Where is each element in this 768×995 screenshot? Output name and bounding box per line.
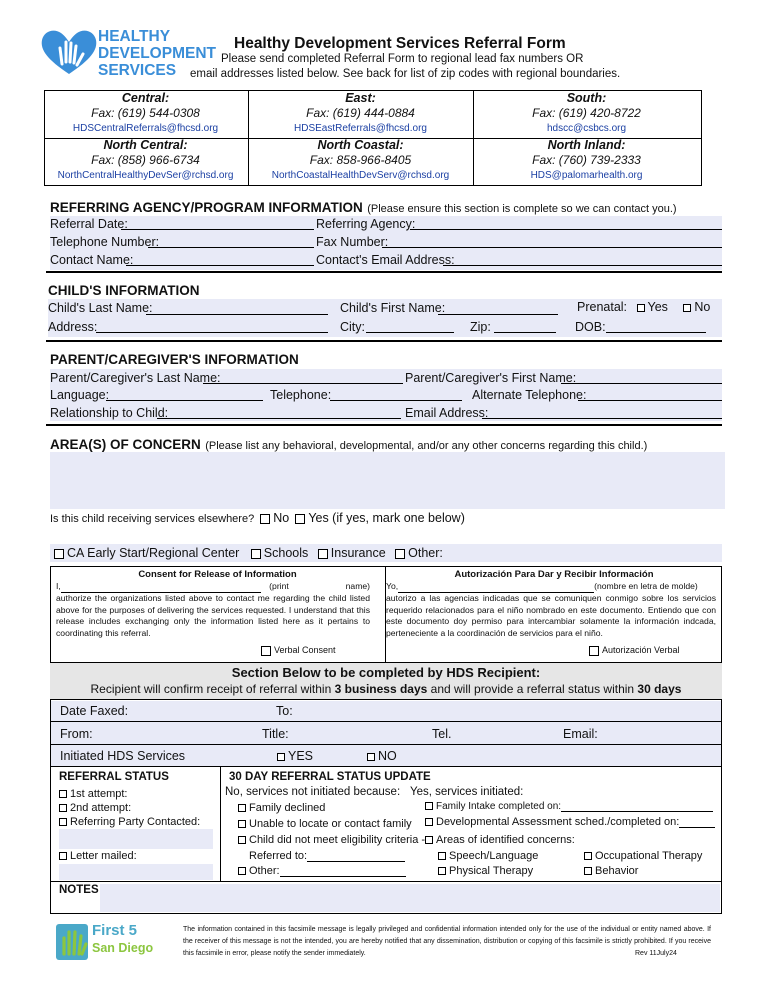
verbal-consent: Verbal Consent [261,645,336,656]
consent-es-line1: Yo, (nombre en letra de molde) [386,581,698,591]
contact-name-field[interactable] [126,254,314,266]
section-divider [46,271,722,273]
reasons-list [238,800,425,848]
initiated-yes: YES [277,749,313,763]
relationship-label: Relationship to Child: [50,406,169,420]
child-zip-field[interactable] [494,321,556,333]
speech-checkbox[interactable] [438,852,446,860]
reason-checkbox[interactable] [238,804,246,812]
occupational-option: Occupational Therapy [584,850,702,862]
first5-logo-text-2: San Diego [92,941,154,955]
child-heading: CHILD'S INFORMATION [48,283,200,298]
other-reason-field[interactable] [280,865,406,877]
notes-field[interactable] [100,884,720,912]
other-reason-checkbox[interactable] [238,867,246,875]
region-email[interactable]: HDSCentralReferrals@fhcsd.org [72,123,219,134]
referring-agency-field[interactable] [410,218,722,230]
child-address-label: Address: [48,320,98,334]
title-label: Title: [262,727,289,741]
prenatal-yes-checkbox[interactable] [637,304,645,312]
parent-first-name-label: Parent/Caregiver's First Name: [405,371,577,385]
referral-date-field[interactable] [121,218,314,230]
notes-divider [51,881,721,882]
hand-heart-icon [40,28,98,78]
parent-email-field[interactable] [482,407,722,419]
behavior-option: Behavior [584,865,638,877]
first5-logo-text-1: First 5 [92,922,138,939]
referred-to-field[interactable] [307,850,405,862]
child-last-name-field[interactable] [146,303,328,315]
region-east [248,91,473,136]
initiated-no: NO [367,749,397,763]
parent-last-name-field[interactable] [203,372,403,384]
region-fax: Fax: (858) 966-6734 [91,153,200,167]
referral-status-list [59,787,200,829]
status-item-2: 2nd attempt: [59,801,200,815]
language-label: Language: [50,388,110,402]
parent-first-name-field[interactable] [561,372,722,384]
assessment-field[interactable] [679,816,715,828]
region-email[interactable]: NorthCentralHealthyDevSer@rchsd.org [57,170,234,181]
elsewhere-question: Is this child receiving services elsewhere? [50,513,255,525]
header-subtitle-2: email addresses listed below. See back for list of zip codes with regional boundaries. [190,68,621,80]
yes-services-label: Yes, services initiated: [410,786,524,798]
revision: Rev 11July24 [635,950,677,957]
verbal-authorization: Autorización Verbal [589,645,680,656]
consent-en-line1: I, (print name) [56,581,370,591]
region-name: North Coastal: [317,138,404,152]
logo-line-1: HEALTHY [98,28,171,45]
fax-number-label: Fax Number: [316,235,389,249]
region-email[interactable]: HDS@palomarhealth.org [530,170,643,181]
areas-row: Areas of identified concerns: [425,834,575,846]
region-fax: Fax: (619) 544-0308 [91,106,200,120]
header-subtitle-1: Please send completed Referral Form to regional lead fax numbers OR [221,53,584,65]
verbal-authorization-checkbox[interactable] [589,646,599,656]
referral-status-heading: REFERRAL STATUS [59,771,169,783]
occupational-checkbox[interactable] [584,852,592,860]
schools-label: Schools [263,546,309,560]
assessment-checkbox[interactable] [425,818,433,826]
region-fax: Fax: 858-966-8405 [309,153,412,167]
reason-unable: Unable to locate or contact family [238,816,425,832]
schools-checkbox[interactable] [251,549,261,559]
agency-heading: REFERRING AGENCY/PROGRAM INFORMATION (Please ensure this section is complete so we can contact you.) [50,200,677,215]
telephone-label: Telephone Number: [50,235,160,249]
notes-label: NOTES [59,884,99,896]
page-title: Healthy Development Services Referral Form [234,35,566,52]
hds-email-label: Email: [563,727,598,741]
region-email[interactable]: hdscc@csbcs.org [546,123,627,134]
region-fax: Fax: (619) 444-0884 [306,106,415,120]
child-first-name-field[interactable] [438,303,558,315]
intake-row: Family Intake completed on: [425,800,713,812]
section-divider [46,340,722,342]
consent-en-body: authorize the organizations listed above to contact me regarding the child listed above for the purposes of delivering the services requested. I understand that this release includes exchanging only the information listed here as it pertains to coordinating this referral. [56,593,370,638]
speech-option: Speech/Language [438,850,538,862]
region-north-central [44,138,247,183]
child-dob-field[interactable] [606,321,706,333]
tel-label: Tel. [432,727,452,741]
other-service-checkbox[interactable] [395,549,405,559]
child-zip-label: Zip: [470,320,491,334]
region-name: South: [566,91,607,105]
consent-es-title: Autorización Para Dar y Recibir Información [454,569,654,580]
letter-mailed-checkbox[interactable] [59,852,67,860]
insurance-label: Insurance [330,546,386,560]
intake-field[interactable] [561,800,713,812]
consent-es-name-field[interactable] [398,583,594,593]
verbal-consent-checkbox[interactable] [261,646,271,656]
initiated-label: Initiated HDS Services [60,749,186,763]
child-address-field[interactable] [96,321,328,333]
concern-heading: AREA(S) OF CONCERN (Please list any behavioral, developmental, and/or any other concerns regarding this child.) [50,437,648,452]
region-north-coastal [248,138,473,183]
concern-note: (Please list any behavioral, developmental, and/or any other concerns regarding this child.) [205,440,648,452]
elsewhere-no-checkbox[interactable] [260,514,270,524]
status-checkbox[interactable] [59,804,67,812]
elsewhere-no-label: No [273,511,290,525]
child-city-field[interactable] [366,321,454,333]
child-city-label: City: [340,320,365,334]
region-email[interactable]: NorthCoastalHealthDevServ@rchsd.org [271,170,450,181]
status-item-1: 1st attempt: [59,787,200,801]
parent-telephone-field[interactable] [330,389,462,401]
parent-email-label: Email Address: [405,406,489,420]
first5-logo [56,922,166,962]
referring-agency-label: Referring Agency: [316,217,416,231]
no-services-label: No, services not initiated because: [225,786,401,798]
physical-option: Physical Therapy [438,865,533,877]
contact-name-label: Contact Name: [50,253,134,267]
referred-to: Referred to: [249,850,405,862]
section-divider [46,424,722,426]
status-update-heading: 30 DAY REFERRAL STATUS UPDATE [229,771,431,783]
region-fax: Fax: (619) 420-8722 [532,106,641,120]
contact-email-field[interactable] [443,254,722,266]
behavior-checkbox[interactable] [584,867,592,875]
insurance-checkbox[interactable] [318,549,328,559]
first5-hand-icon [56,924,88,960]
early-start-label: CA Early Start/Regional Center [67,546,240,560]
consent-es-body: autorizo a las agencias indicadas que se comuniquen conmigo sobre los servicios requerido relacionados para el niño nombrado en este documento. Entiendo que con este documento doy permiso para intercambiar solamente la información indcada, perteneciente a la coordinación de servicios para el niño. [386,593,716,638]
fax-number-field[interactable] [382,236,722,248]
from-label: From: [60,727,93,741]
language-field[interactable] [106,389,263,401]
prenatal-no-checkbox[interactable] [683,304,691,312]
letter-mailed: Letter mailed: [59,850,137,862]
reason-eligibility: Child did not meet eligibility criteria - [238,832,425,848]
contact-email-label: Contact's Email Address: [316,253,455,267]
status-fill[interactable] [59,829,213,849]
consent-en-title: Consent for Release of Information [138,569,297,580]
prenatal-group [577,300,710,314]
region-fax: Fax: (760) 739-2333 [532,153,641,167]
status-item-3: Referring Party Contacted: [59,815,200,829]
parent-last-name-label: Parent/Caregiver's Last Name: [50,371,221,385]
referral-date-label: Referral Date: [50,217,128,231]
prenatal-no-label: No [694,300,711,314]
status-checkbox[interactable] [59,818,67,826]
region-email[interactable]: HDSEastReferrals@fhcsd.org [294,123,427,134]
alt-telephone-field[interactable] [578,389,722,401]
parent-heading: PARENT/CAREGIVER'S INFORMATION [50,352,299,367]
concern-textarea[interactable] [50,452,725,509]
disclaimer: The information contained in this facsimile message is legally privileged and confidential information intended only for the use of the individual or entity named above. If the receiver of this message is not the intended, you are hereby notified that any dissemination, distribution or copying of this facsimile is strictly prohibited. If you receive this facsimile in error, please notify the sender immediately. [183,926,711,957]
region-central [44,91,247,136]
row-divider [51,721,721,722]
child-last-name-label: Child's Last Name: [48,301,153,315]
parent-telephone-label: Telephone: [270,388,332,402]
reason-checkbox[interactable] [238,836,246,844]
letter-fill[interactable] [59,864,213,880]
status-divider [220,767,221,882]
initiated-yes-checkbox[interactable] [277,753,285,761]
child-dob-label: DOB: [575,320,606,334]
logo-line-2: DEVELOPMENT [98,45,216,62]
consent-en-name-field[interactable] [61,583,261,593]
elsewhere-yes-checkbox[interactable] [295,514,305,524]
relationship-field[interactable] [157,407,401,419]
telephone-field[interactable] [148,236,314,248]
hds-section-subtitle: Recipient will confirm receipt of referral within 3 business days and will provide a referral status within 30 days [90,682,682,696]
hds-section-title: Section Below to be completed by HDS Recipient: [231,665,541,680]
logo-line-3: SERVICES [98,62,177,79]
intake-checkbox[interactable] [425,802,433,810]
areas-checkbox[interactable] [425,836,433,844]
date-faxed-label: Date Faxed: [60,704,129,718]
agency-note: (Please ensure this section is complete so we can contact you.) [367,203,677,215]
reason-declined: Family declined [238,800,425,816]
region-name: East: [345,91,376,105]
row-divider [51,766,721,767]
child-first-name-label: Child's First Name: [340,301,446,315]
elsewhere-row [50,511,465,525]
services-options [54,546,443,560]
prenatal-label: Prenatal: [577,300,628,314]
other-service-label: Other: [408,546,443,560]
assessment-row: Developmental Assessment sched./completed on: [425,816,715,828]
region-name: North Central: [103,138,188,152]
hds-logo [40,28,216,84]
alt-telephone-label: Alternate Telephone: [472,388,587,402]
reason-checkbox[interactable] [238,820,246,828]
prenatal-yes-label: Yes [647,300,668,314]
status-checkbox[interactable] [59,790,67,798]
other-reason: Other: [238,865,406,877]
row-divider [51,744,721,745]
physical-checkbox[interactable] [438,867,446,875]
region-north-inland [473,138,700,183]
early-start-checkbox[interactable] [54,549,64,559]
region-name: Central: [121,91,170,105]
region-name: North Inland: [547,138,626,152]
region-south [473,91,700,136]
elsewhere-yes-label: Yes (if yes, mark one below) [308,511,465,525]
initiated-no-checkbox[interactable] [367,753,375,761]
to-label: To: [276,704,293,718]
